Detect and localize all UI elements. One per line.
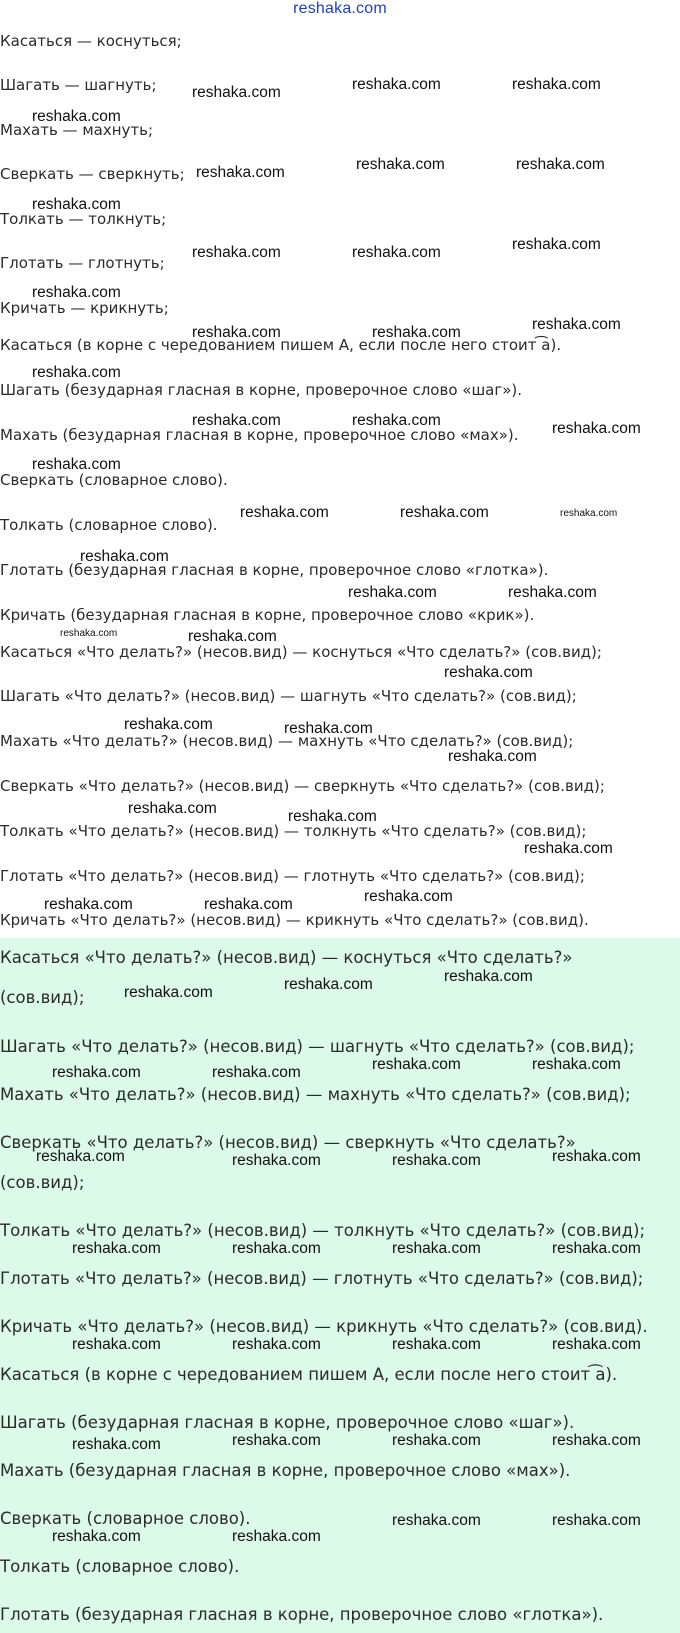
watermark: reshaka.com <box>508 584 597 601</box>
highlight-line: Толкать «Что делать?» (несов.вид) — толкнуть «Что сделать?» (сов.вид); <box>0 1221 646 1240</box>
watermark: reshaka.com <box>552 1432 641 1449</box>
highlight-line: Сверкать (словарное слово). <box>0 1509 251 1528</box>
watermark: reshaka.com <box>32 364 121 381</box>
watermark: reshaka.com <box>52 1064 141 1081</box>
watermark: reshaka.com <box>80 548 169 565</box>
highlight-line: Касаться «Что делать?» (несов.вид) — коснуться «Что сделать?» <box>0 948 573 967</box>
highlight-line: Махать (безударная гласная в корне, проверочное слово «мах»). <box>0 1461 571 1480</box>
highlight-line: Касаться (в корне с чередованием пишем А, если после него стоит ͡а). <box>0 1365 618 1384</box>
watermark: reshaka.com <box>392 1240 481 1257</box>
watermark: reshaka.com <box>524 840 613 857</box>
watermark: reshaka.com <box>448 748 537 765</box>
watermark: reshaka.com <box>348 584 437 601</box>
watermark: reshaka.com <box>392 1512 481 1529</box>
text-line: Толкать «Что делать?» (несов.вид) — толкнуть «Что сделать?» (сов.вид); <box>0 822 587 840</box>
highlight-line: Шагать «Что делать?» (несов.вид) — шагнуть «Что сделать?» (сов.вид); <box>0 1037 635 1056</box>
watermark: reshaka.com <box>284 976 373 993</box>
highlight-line: Толкать (словарное слово). <box>0 1557 240 1576</box>
watermark: reshaka.com <box>232 1152 321 1169</box>
text-line: Сверкать — сверкнуть; <box>0 165 185 183</box>
watermark: reshaka.com <box>32 284 121 301</box>
highlight-line: Шагать (безударная гласная в корне, проверочное слово «шаг»). <box>0 1413 575 1432</box>
text-line: Касаться (в корне с чередованием пишем А, если после него стоит ͡а). <box>0 336 562 354</box>
watermark: reshaka.com <box>552 1240 641 1257</box>
watermark: reshaka.com <box>32 456 121 473</box>
watermark: reshaka.com <box>32 196 121 213</box>
text-line: Кричать «Что делать?» (несов.вид) — крикнуть «Что сделать?» (сов.вид). <box>0 911 589 929</box>
text-line: Сверкать «Что делать?» (несов.вид) — сверкнуть «Что сделать?» (сов.вид); <box>0 777 605 795</box>
watermark: reshaka.com <box>72 1436 161 1453</box>
text-line: Толкать (словарное слово). <box>0 516 218 534</box>
watermark: reshaka.com <box>192 84 281 101</box>
watermark: reshaka.com <box>352 412 441 429</box>
text-line: Толкать — толкнуть; <box>0 210 167 228</box>
text-line: Кричать (безударная гласная в корне, проверочное слово «крик»). <box>0 606 535 624</box>
watermark: reshaka.com <box>372 324 461 341</box>
watermark: reshaka.com <box>552 420 641 437</box>
watermark: reshaka.com <box>532 1056 621 1073</box>
highlight-line: Глотать «Что делать?» (несов.вид) — глотнуть «Что сделать?» (сов.вид); <box>0 1269 644 1288</box>
text-line: Махать «Что делать?» (несов.вид) — махнуть «Что сделать?» (сов.вид); <box>0 732 574 750</box>
watermark: reshaka.com <box>32 108 121 125</box>
watermark: reshaka.com <box>44 896 133 913</box>
highlight-line: Кричать «Что делать?» (несов.вид) — крикнуть «Что сделать?» (сов.вид). <box>0 1317 648 1336</box>
watermark: reshaka.com <box>444 968 533 985</box>
watermark: reshaka.com <box>192 412 281 429</box>
watermark: reshaka.com <box>124 984 213 1001</box>
text-line: Глотать — глотнуть; <box>0 254 165 272</box>
watermark: reshaka.com <box>240 504 329 521</box>
text-line: Касаться — коснуться; <box>0 32 182 50</box>
watermark: reshaka.com <box>356 156 445 173</box>
watermark: reshaka.com <box>392 1432 481 1449</box>
watermark: reshaka.com <box>128 800 217 817</box>
watermark: reshaka.com <box>352 244 441 261</box>
watermark: reshaka.com <box>192 324 281 341</box>
text-line: Шагать (безударная гласная в корне, проверочное слово «шаг»). <box>0 381 523 399</box>
watermark: reshaka.com <box>36 1148 125 1165</box>
watermark: reshaka.com <box>232 1432 321 1449</box>
watermark: reshaka.com <box>52 1528 141 1545</box>
watermark: reshaka.com <box>212 1064 301 1081</box>
watermark: reshaka.com <box>400 504 489 521</box>
watermark: reshaka.com <box>72 1336 161 1353</box>
watermark: reshaka.com <box>232 1336 321 1353</box>
watermark: reshaka.com <box>364 888 453 905</box>
text-line: Глотать (безударная гласная в корне, проверочное слово «глотка»). <box>0 561 549 579</box>
watermark: reshaka.com <box>552 1512 641 1529</box>
watermark: reshaka.com <box>196 164 285 181</box>
highlight-line: Глотать (безударная гласная в корне, проверочное слово «глотка»). <box>0 1605 604 1624</box>
watermark: reshaka.com <box>552 1148 641 1165</box>
watermark: reshaka.com <box>444 664 533 681</box>
text-line: Кричать — крикнуть; <box>0 299 169 317</box>
watermark: reshaka.com <box>232 1240 321 1257</box>
text-line: Глотать «Что делать?» (несов.вид) — глотнуть «Что сделать?» (сов.вид); <box>0 867 585 885</box>
text-line: Сверкать (словарное слово). <box>0 471 228 489</box>
watermark: reshaka.com <box>552 1336 641 1353</box>
watermark: reshaka.com <box>188 628 277 645</box>
watermark: reshaka.com <box>60 628 118 639</box>
text-line: Махать (безударная гласная в корне, проверочное слово «мах»). <box>0 426 519 444</box>
site-logo[interactable]: reshaka.com <box>293 0 387 17</box>
highlight-line: (сов.вид); <box>0 988 85 1007</box>
highlight-line: Сверкать «Что делать?» (несов.вид) — сверкнуть «Что сделать?» <box>0 1133 576 1152</box>
watermark: reshaka.com <box>192 244 281 261</box>
watermark: reshaka.com <box>372 1056 461 1073</box>
text-line: Махать — махнуть; <box>0 121 154 139</box>
highlight-line: Махать «Что делать?» (несов.вид) — махнуть «Что сделать?» (сов.вид); <box>0 1085 631 1104</box>
highlight-line: (сов.вид); <box>0 1173 85 1192</box>
watermark: reshaka.com <box>532 316 621 333</box>
watermark: reshaka.com <box>124 716 213 733</box>
watermark: reshaka.com <box>392 1152 481 1169</box>
watermark: reshaka.com <box>232 1528 321 1545</box>
watermark: reshaka.com <box>512 236 601 253</box>
watermark: reshaka.com <box>516 156 605 173</box>
watermark: reshaka.com <box>288 808 377 825</box>
text-line: Касаться «Что делать?» (несов.вид) — коснуться «Что сделать?» (сов.вид); <box>0 643 602 661</box>
watermark: reshaka.com <box>512 76 601 93</box>
watermark: reshaka.com <box>352 76 441 93</box>
watermark: reshaka.com <box>560 508 618 519</box>
watermark: reshaka.com <box>72 1240 161 1257</box>
text-line: Шагать «Что делать?» (несов.вид) — шагнуть «Что сделать?» (сов.вид); <box>0 687 577 705</box>
watermark: reshaka.com <box>204 896 293 913</box>
watermark: reshaka.com <box>284 720 373 737</box>
text-line: Шагать — шагнуть; <box>0 76 157 94</box>
watermark: reshaka.com <box>392 1336 481 1353</box>
